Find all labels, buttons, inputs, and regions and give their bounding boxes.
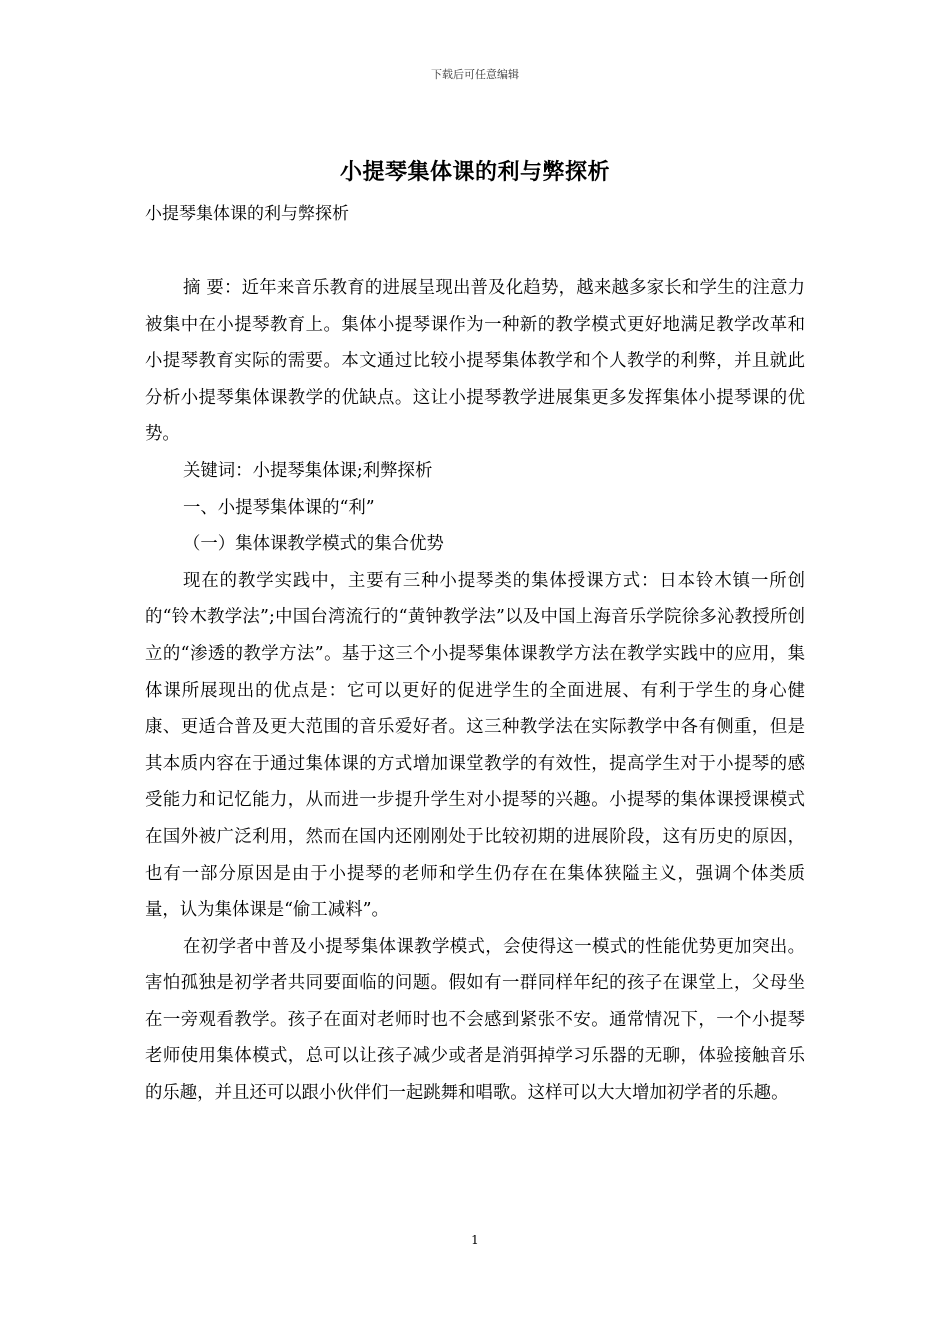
body-paragraph: 现在的教学实践中，主要有三种小提琴类的集体授课方式：日本铃木镇一所创的“铃木教学法”;中国台湾流行的“黄钟教学法”以及中国上海音乐学院徐多沁教授所创立的“渗透的教学方法”。基于这三个小提琴集体课教学方法在教学实践中的应用，集体课所展现出的优点是：它可以更好的促进学生的全面进展、有利于学生的身心健康、更适合普及更大范围的音乐爱好者。这三种教学法在实际教学中各有侧重，但是其本质内容在于通过集体课的方式增加课堂教学的有效性，提高学生对于小提琴的感受能力和记忆能力，从而进一步提升学生对小提琴的兴趣。小提琴的集体课授课模式在国外被广泛利用，然而在国内还刚刚处于比较初期的进展阶段，这有历史的原因，也有一部分原因是由于小提琴的老师和学生仍存在在集体狭隘主义，强调个体类质量，认为集体课是“偷工减料”。	[145, 570, 805, 921]
header-note: 下载后可任意编辑	[431, 68, 519, 81]
abstract-paragraph: 摘 要：近年来音乐教育的进展呈现出普及化趋势，越来越多家长和学生的注意力被集中在小提琴教育上。集体小提琴课作为一种新的教学模式更好地满足教学改革和小提琴教育实际的需要。本文通过比较小提琴集体教学和个人教学的利弊，并且就此分析小提琴集体课教学的优缺点。这让小提琴教学进展集更多发挥集体小提琴课的优势。	[145, 278, 805, 445]
section-heading: 一、小提琴集体课的“利”	[183, 497, 375, 518]
subsection-heading: （一）集体课教学模式的集合优势	[183, 534, 444, 555]
body-paragraph: 在初学者中普及小提琴集体课教学模式，会使得这一模式的性能优势更加突出。害怕孤独是初学者共同要面临的问题。假如有一群同样年纪的孩子在课堂上，父母坐在一旁观看教学。孩子在面对老师时也不会感到紧张不安。通常情况下，一个小提琴老师使用集体模式，总可以让孩子减少或者是消弭掉学习乐器的无聊，体验接触音乐的乐趣，并且还可以跟小伙伴们一起跳舞和唱歌。这样可以大大增加初学者的乐趣。	[145, 936, 805, 1104]
document-body	[145, 270, 805, 1112]
page-number: 1	[471, 1233, 479, 1247]
document-title: 小提琴集体课的利与弊探析	[339, 159, 610, 185]
document-subtitle: 小提琴集体课的利与弊探析	[145, 204, 349, 224]
keywords-line: 关键词：小提琴集体课;利弊探析	[183, 460, 433, 481]
